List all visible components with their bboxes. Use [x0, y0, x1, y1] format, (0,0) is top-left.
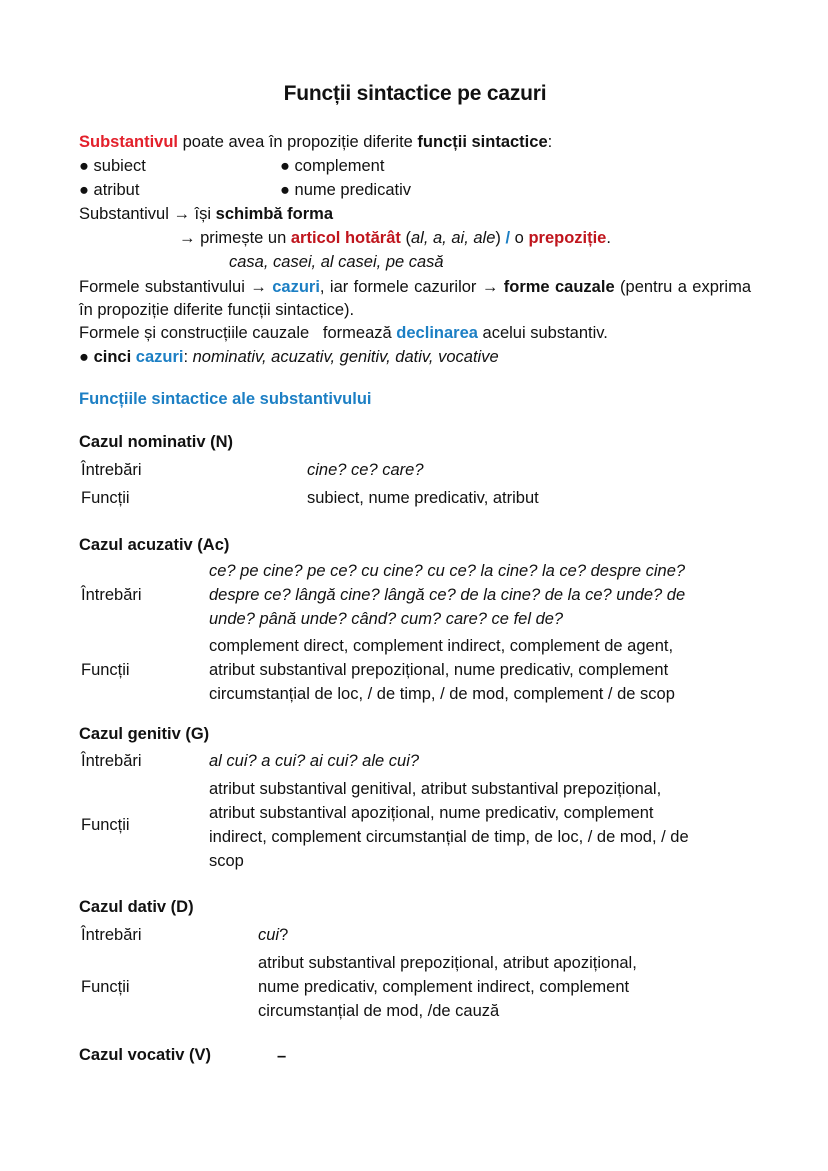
dativ-questions — [258, 923, 288, 947]
highlight-substantivul: Substantivul — [79, 133, 179, 151]
text: Substantivul → își — [79, 205, 216, 223]
text: → primește un — [179, 229, 291, 247]
text-line: despre ce? lângă cine? lângă ce? de la cine? de la ce? unde? de — [209, 586, 686, 604]
article-preposition-line — [179, 228, 611, 248]
text-line: circumstanțial de loc, / de timp, / de mod, complement / de scop — [209, 685, 675, 703]
acuzativ-functions-row — [79, 634, 759, 706]
bold-text: cinci — [93, 348, 132, 366]
text-line: unde? până unde? când? cum? care? ce fel de? — [209, 610, 564, 628]
cases-list-line — [79, 347, 499, 367]
dativ-functions-row — [79, 951, 759, 1023]
text-line: indirect, complement circumstanțial de timp, de loc, / de mod, / de — [209, 828, 689, 846]
nominativ-questions-row — [79, 458, 759, 482]
label-functions: Funcții — [81, 815, 130, 834]
highlight-cazuri: cazuri — [135, 348, 184, 366]
genitiv-questions-row — [79, 749, 759, 773]
text: poate avea în propoziție diferite — [178, 133, 418, 151]
label-questions: Întrebări — [81, 460, 142, 479]
text-line: scop — [209, 852, 244, 870]
case-heading-nominativ: Cazul nominativ (N) — [79, 433, 234, 451]
bullet-nume-predicativ: ● nume predicativ — [280, 181, 412, 199]
page-title: Funcții sintactice pe cazuri — [283, 82, 547, 105]
bullet-complement: ● complement — [280, 157, 385, 175]
case-heading-genitiv: Cazul genitiv (G) — [79, 725, 210, 743]
dativ-functions — [258, 951, 637, 1023]
highlight-prepozitie: prepoziție — [528, 229, 607, 247]
label-functions: Funcții — [81, 488, 130, 507]
nominativ-questions: cine? ce? care? — [307, 461, 424, 479]
text: : — [547, 133, 553, 151]
italic-text: nominativ, acuzativ, genitiv, dativ, vocative — [192, 348, 499, 366]
declension-line — [79, 323, 608, 343]
text-line: complement direct, complement indirect, complement de agent, — [209, 637, 674, 655]
text: Formele substantivului → — [79, 278, 273, 296]
example-line: casa, casei, al casei, pe casă — [229, 253, 444, 271]
label-questions: Întrebări — [81, 585, 142, 604]
text: , iar formele cazurilor → — [319, 278, 504, 296]
text: ? — [279, 926, 289, 944]
text-line: atribut substantival prepozițional, atribut apozițional, — [258, 954, 637, 972]
genitiv-functions — [209, 777, 689, 873]
bold-text: forme cauzale — [503, 278, 615, 296]
bullet-subiect: ● subiect — [79, 157, 146, 175]
bold-text: funcții sintactice — [417, 133, 548, 151]
italic-text: al, a, ai, ale — [411, 229, 496, 247]
text: ) — [495, 229, 506, 247]
section-heading: Funcțiile sintactice ale substantivului — [79, 390, 372, 408]
nominativ-functions: subiect, nume predicativ, atribut — [307, 489, 539, 507]
intro-line — [79, 132, 552, 152]
text-line: atribut substantival prepozițional, nume predicativ, complement — [209, 661, 669, 679]
form-change-line — [79, 204, 333, 224]
nominativ-functions-row — [79, 486, 759, 510]
label-functions: Funcții — [81, 977, 130, 996]
highlight-declinarea: declinarea — [396, 324, 478, 342]
text: . — [606, 229, 611, 247]
genitiv-functions-row — [79, 777, 759, 873]
text-line: nume predicativ, complement indirect, complement — [258, 978, 630, 996]
text: Formele și construcțiile cauzale formează — [79, 324, 397, 342]
slash-separator: / — [505, 229, 511, 247]
text-line: circumstanțial de mod, /de cauză — [258, 1002, 500, 1020]
highlight-articol: articol hotărât — [290, 229, 401, 247]
dativ-questions-row — [79, 923, 759, 947]
text: acelui substantiv. — [477, 324, 608, 342]
forms-paragraph — [79, 276, 751, 322]
text-line: atribut substantival apozițional, nume predicativ, complement — [209, 804, 654, 822]
italic-text: cui — [258, 926, 280, 944]
case-heading-vocativ: Cazul vocativ (V) — [79, 1046, 212, 1064]
acuzativ-functions — [209, 634, 675, 706]
acuzativ-questions — [209, 559, 685, 631]
case-heading-acuzativ: Cazul acuzativ (Ac) — [79, 536, 230, 554]
acuzativ-questions-row — [79, 559, 759, 631]
label-functions: Funcții — [81, 660, 130, 679]
bold-text: schimbă forma — [215, 205, 334, 223]
text: ● — [79, 348, 94, 366]
text-line: atribut substantival genitival, atribut substantival prepozițional, — [209, 780, 662, 798]
label-questions: Întrebări — [81, 925, 142, 944]
text: (pentru a exprima în propoziție diferite funcții sintactice). — [79, 278, 751, 319]
text: o — [510, 229, 529, 247]
case-heading-dativ: Cazul dativ (D) — [79, 898, 194, 916]
bullet-atribut: ● atribut — [79, 181, 140, 199]
text: ( — [400, 229, 411, 247]
genitiv-questions: al cui? a cui? ai cui? ale cui? — [209, 752, 420, 770]
text: : — [183, 348, 193, 366]
label-questions: Întrebări — [81, 751, 142, 770]
text-line: ce? pe cine? pe ce? cu cine? cu ce? la cine? la ce? despre cine? — [209, 562, 686, 580]
vocativ-value: – — [277, 1047, 287, 1065]
highlight-cazuri: cazuri — [272, 278, 320, 296]
